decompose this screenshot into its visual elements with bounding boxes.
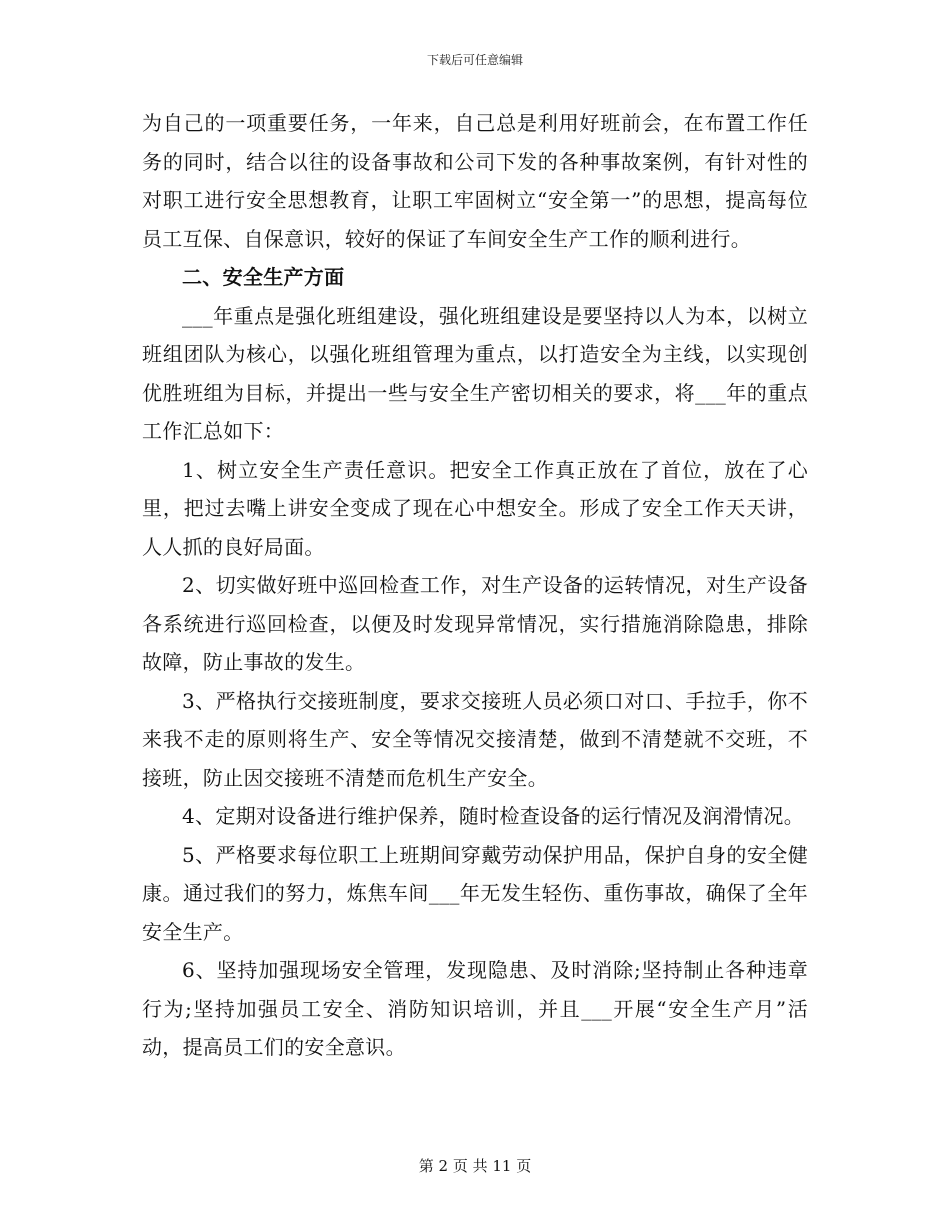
document-body [142, 104, 808, 1067]
section-heading: 二、安全生产方面 [182, 265, 345, 289]
list-item-2: 2、切实做好班中巡回检查工作，对生产设备的运转情况，对生产设备各系统进行巡回检查，以便及时发现异常情况，实行措施消除隐患，排除故障，防止事故的发生。 [142, 573, 808, 674]
page-number: 第 2 页 共 11 页 [418, 1157, 532, 1175]
list-item-3: 3、严格执行交接班制度，要求交接班人员必须口对口、手拉手，你不来我不走的原则将生产、安全等情况交接清楚，做到不清楚就不交班，不接班，防止因交接班不清楚而危机生产安全。 [142, 688, 808, 790]
list-item-4: 4、定期对设备进行维护保养，随时检查设备的运行情况及润滑情况。 [182, 804, 805, 828]
paragraph-intro: ___年重点是强化班组建设，强化班组建设是要坚持以人为本，以树立班组团队为核心，以强化班组管理为重点，以打造安全为主线，以实现创优胜班组为目标，并提出一些与安全生产密切相关的要求，将___年的重点工作汇总如下： [142, 303, 808, 443]
page-header [0, 52, 950, 68]
page-footer [0, 1156, 950, 1176]
paragraph-continued: 为自己的一项重要任务，一年来，自己总是利用好班前会，在布置工作任务的同时，结合以往的设备事故和公司下发的各种事故案例，有针对性的对职工进行安全思想教育，让职工牢固树立“安全第一”的思想，提高每位员工互保、自保意识，较好的保证了车间安全生产工作的顺利进行。 [142, 111, 808, 251]
list-item-6: 6、坚持加强现场安全管理，发现隐患、及时消除;坚持制止各种违章行为;坚持加强员工安全、消防知识培训，并且___开展“安全生产月”活动，提高员工们的安全意识。 [142, 958, 808, 1059]
list-item-1: 1、树立安全生产责任意识。把安全工作真正放在了首位，放在了心里，把过去嘴上讲安全变成了现在心中想安全。形成了安全工作天天讲，人人抓的良好局面。 [142, 457, 808, 559]
list-item-5: 5、严格要求每位职工上班期间穿戴劳动保护用品，保护自身的安全健康。通过我们的努力，炼焦车间___年无发生轻伤、重伤事故，确保了全年安全生产。 [142, 842, 808, 944]
header-text: 下载后可任意编辑 [426, 53, 523, 67]
